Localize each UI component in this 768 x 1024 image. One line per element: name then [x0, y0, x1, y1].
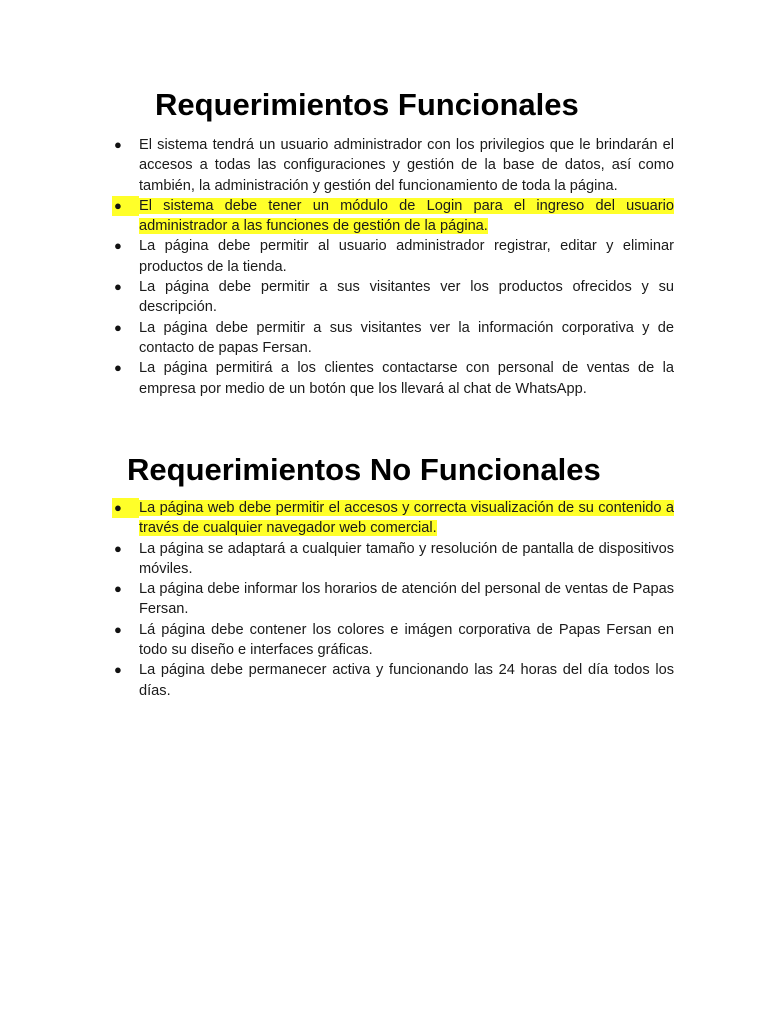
list-item — [112, 236, 674, 277]
list-item — [112, 196, 674, 237]
bullet-icon: ● — [114, 238, 122, 254]
bullet-icon: ● — [112, 196, 139, 216]
item-text: La página debe permanecer activa y funcionando las 24 horas del día todos los días. — [139, 662, 674, 699]
item-text: La página debe permitir a sus visitantes ver los productos ofrecidos y su descripción. — [139, 279, 674, 316]
bullet-icon: ● — [114, 360, 122, 376]
list-item — [112, 620, 674, 661]
requirements-list-no-funcionales — [112, 498, 674, 701]
list-item — [112, 539, 674, 580]
bullet-icon: ● — [114, 540, 122, 556]
item-text: La página debe informar los horarios de atención del personal de ventas de Papas Fersan. — [139, 581, 674, 618]
item-text: La página debe permitir al usuario administrador registrar, editar y eliminar productos de la tienda. — [139, 238, 674, 275]
list-item — [112, 579, 674, 620]
bullet-icon: ● — [114, 279, 122, 295]
item-text: El sistema tendrá un usuario administrador con los privilegios que le brindarán el accesos a todas las configuraciones y gestión de la base de datos, así como también, la administración y gestión del funcionamiento de toda la página. — [139, 137, 674, 194]
list-item — [112, 318, 674, 359]
section-title-funcionales: Requerimientos Funcionales — [155, 87, 579, 122]
item-text: La página se adaptará a cualquier tamaño y resolución de pantalla de dispositivos móviles. — [139, 540, 674, 577]
highlighted-item-text: La página web debe permitir el accesos y correcta visualización de su contenido a través de cualquier navegador web comercial. — [139, 500, 674, 537]
bullet-icon: ● — [114, 621, 122, 637]
highlighted-item-text: El sistema debe tener un módulo de Login para el ingreso del usuario administrador a las funciones de gestión de la página. — [139, 197, 674, 235]
list-item — [112, 358, 674, 399]
bullet-icon: ● — [114, 662, 122, 678]
requirements-list-funcionales — [112, 135, 674, 399]
list-item — [112, 277, 674, 318]
bullet-icon: ● — [114, 319, 122, 335]
list-item — [112, 498, 674, 539]
item-text: Lá página debe contener los colores e imágen corporativa de Papas Fersan en todo su diseño e interfaces gráficas. — [139, 621, 674, 659]
item-text: La página debe permitir a sus visitantes ver la información corporativa y de contacto de papas Fersan. — [139, 319, 674, 356]
bullet-icon: ● — [114, 137, 122, 152]
list-item — [112, 135, 674, 196]
list-item — [112, 660, 674, 701]
item-text: La página permitirá a los clientes contactarse con personal de ventas de la empresa por medio de un botón que los llevará al chat de WhatsApp. — [139, 360, 674, 397]
bullet-icon: ● — [112, 498, 139, 518]
bullet-icon: ● — [114, 581, 122, 597]
section-title-no-funcionales: Requerimientos No Funcionales — [127, 452, 601, 487]
